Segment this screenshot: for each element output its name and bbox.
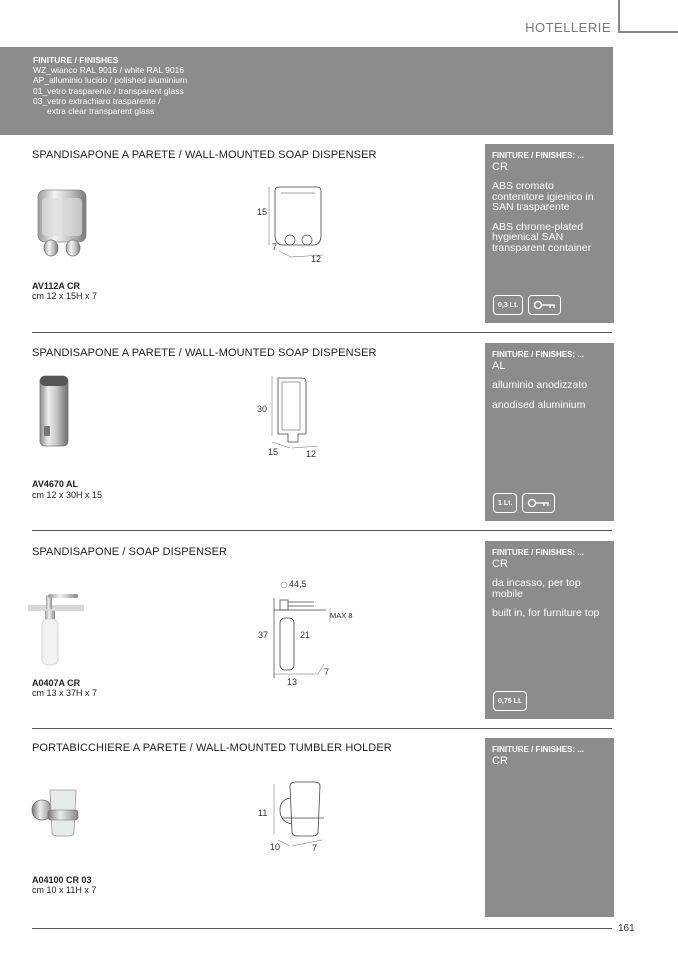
- badges: [493, 295, 561, 315]
- dim-label: 13: [287, 677, 298, 687]
- dim-label: 15: [257, 207, 268, 217]
- finishes-label: FINITURE / FINISHES: ...: [492, 745, 585, 754]
- dim-label: 12: [311, 254, 322, 264]
- dim-label: 12: [306, 449, 317, 459]
- section-divider: [32, 728, 612, 729]
- dim-label: MAX 8: [330, 611, 353, 620]
- section-divider: [32, 530, 612, 531]
- section-divider: [32, 332, 612, 333]
- dim-label: 44,5: [289, 579, 307, 589]
- finishes-legend-title: FINITURE / FINISHES: [33, 55, 119, 65]
- description-it: da incasso, per top mobile: [492, 577, 581, 600]
- product-dimensions: cm 12 x 30H x 15: [32, 490, 103, 500]
- dim-label: 30: [257, 404, 268, 414]
- description-en: anodised aluminium: [492, 398, 586, 411]
- badges: [493, 691, 527, 711]
- technical-drawing-av4670: [268, 372, 338, 456]
- dim-label: 37: [258, 630, 269, 640]
- description-en: built in, for furniture top: [492, 607, 600, 619]
- page-number: 161: [618, 923, 635, 934]
- product-finishes-panel: [485, 738, 614, 917]
- finish-code: CR: [492, 161, 508, 173]
- finish-code: CR: [492, 755, 508, 767]
- corner-mark: [618, 31, 678, 33]
- technical-drawing-a04100: [270, 778, 340, 852]
- dim-label: 11: [258, 808, 268, 818]
- technical-drawing-a0407a: [270, 582, 360, 682]
- product-finishes-panel: [485, 144, 614, 323]
- key-icon: [533, 300, 557, 310]
- capacity-badge: 0,3 Lt.: [493, 295, 523, 315]
- dim-label: 7: [324, 667, 330, 677]
- product-photo-a0407a: [28, 591, 86, 669]
- footer-line: [32, 928, 612, 929]
- finish-code: CR: [492, 558, 508, 570]
- product-photo-a04100: [30, 784, 82, 838]
- key-lock-badge: [522, 493, 555, 513]
- finish-line: AP_alluminio lucido / polished aluminium: [33, 75, 188, 86]
- product-dimensions: cm 12 x 15H x 7: [32, 291, 98, 301]
- finishes-label: FINITURE / FINISHES: ...: [492, 548, 585, 557]
- finish-line: WZ_wianco RAL 9016 / white RAL 9016: [33, 65, 185, 75]
- dim-label: 7: [272, 242, 278, 252]
- dim-label: 15: [268, 447, 279, 457]
- product-title: SPANDISAPONE A PARETE / WALL-MOUNTED SOAP DISPENSER: [32, 149, 377, 161]
- dim-label: 10: [270, 842, 281, 852]
- product-code: AV4670 AL: [32, 479, 79, 489]
- key-icon: [527, 498, 551, 508]
- capacity-badge: 1 Lt.: [493, 493, 517, 513]
- finishes-label: FINITURE / FINISHES: ...: [492, 350, 585, 359]
- finishes-legend: [0, 47, 613, 135]
- product-code: AV112A CR: [32, 281, 81, 291]
- finish-line: extra clear transparent glass: [47, 106, 155, 117]
- product-code: A04100 CR 03: [32, 875, 92, 885]
- description-it: ABS cromato contenitore igienico in SAN trasparente: [492, 180, 594, 213]
- description-it: alluminio anodizzato: [492, 379, 588, 391]
- key-lock-badge: [528, 295, 561, 315]
- product-photo-av4670: [38, 374, 72, 450]
- product-finishes-panel: [485, 343, 614, 521]
- technical-drawing-av112a: [255, 185, 335, 265]
- dim-label: 7: [312, 843, 318, 853]
- product-finishes-panel: [485, 541, 614, 719]
- product-title: PORTABICCHIERE A PARETE / WALL-MOUNTED TUMBLER HOLDER: [32, 742, 392, 754]
- capacity-badge: 0,75 Lt.: [493, 691, 527, 711]
- product-dimensions: cm 13 x 37H x 7: [32, 688, 98, 698]
- product-title: SPANDISAPONE / SOAP DISPENSER: [32, 546, 228, 558]
- product-photo-av112a: [36, 188, 88, 260]
- description-en: ABS chrome-plated hygienical SAN transparent container: [492, 220, 592, 254]
- section-title: HOTELLERIE: [525, 20, 611, 35]
- product-code: A0407A CR: [32, 678, 81, 688]
- badges: [493, 493, 555, 513]
- finish-code: AL: [492, 360, 506, 372]
- product-dimensions: cm 10 x 11H x 7: [32, 885, 97, 895]
- product-title: SPANDISAPONE A PARETE / WALL-MOUNTED SOAP DISPENSER: [32, 347, 377, 359]
- finish-line: 01_vetro trasparente / transparent glass: [33, 85, 184, 96]
- finishes-label: FINITURE / FINISHES: ...: [492, 151, 585, 160]
- finish-line: 03_vetro extrachiaro trasparente /: [33, 95, 161, 106]
- dim-label: 21: [300, 630, 311, 640]
- corner-mark: [618, 0, 620, 33]
